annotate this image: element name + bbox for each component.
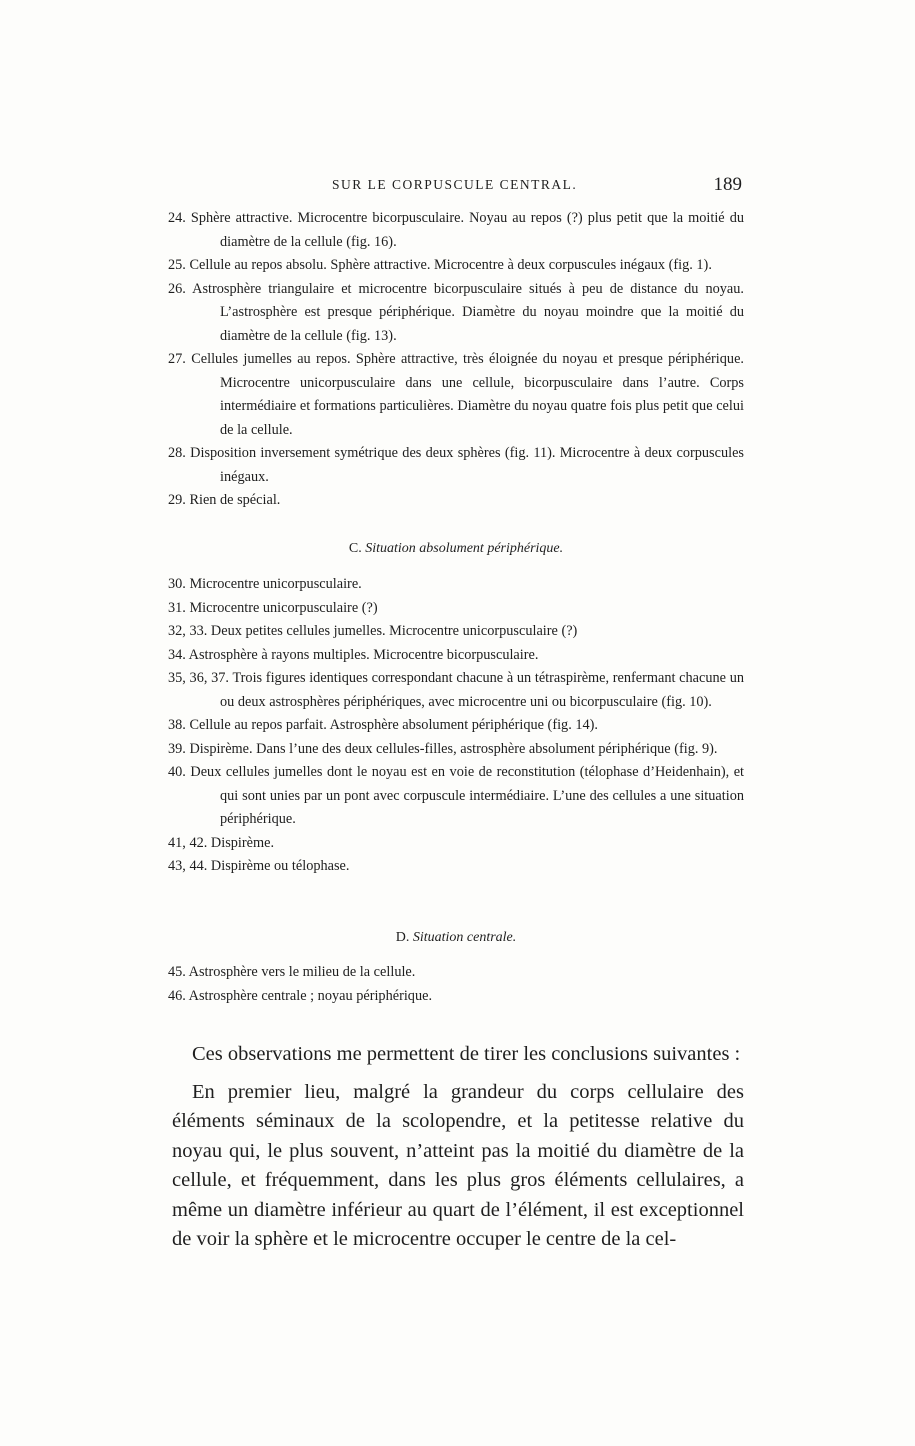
item-number: 38. bbox=[168, 717, 186, 733]
item-number: 24. bbox=[168, 210, 186, 226]
item-text: Microcentre unicorpusculaire (?) bbox=[189, 599, 378, 616]
item-number: 41, 42. bbox=[168, 834, 208, 851]
page-number: 189 bbox=[713, 174, 742, 195]
item-text: Deux cellules jumelles dont le noyau est en voie de reconstitution (télophase d’Heidenhain), et qui sont unies par un pont avec corpuscule intermédiaire. L’une des cellules a une situation périphérique. bbox=[190, 764, 745, 827]
observation-list-c bbox=[168, 573, 744, 879]
body-text bbox=[172, 1040, 744, 1255]
item-text: Cellule au repos absolu. Sphère attractive. Microcentre à deux corpuscules inégaux (fig. 1). bbox=[189, 257, 712, 273]
list-item bbox=[168, 667, 744, 714]
item-text: Dispirème. Dans l’une des deux cellules-filles, astrosphère absolument périphérique (fig. 9). bbox=[189, 740, 718, 757]
section-letter: D. bbox=[395, 930, 410, 945]
item-number: 30. bbox=[168, 576, 186, 592]
paragraph: Ces observations me permettent de tirer les conclusions suivantes : bbox=[192, 1043, 741, 1065]
item-text: Sphère attractive. Microcentre bicorpusculaire. Noyau au repos (?) plus petit que la moitié du diamètre de la cellule (fig. 16). bbox=[190, 210, 744, 250]
observation-list-d bbox=[168, 961, 744, 1008]
list-item bbox=[168, 738, 744, 762]
item-number: 46. bbox=[168, 987, 186, 1004]
list-item bbox=[168, 855, 744, 879]
item-number: 39. bbox=[168, 740, 186, 757]
list-item bbox=[168, 348, 744, 442]
item-text: Disposition inversement symétrique des deux sphères (fig. 11). Microcentre à deux corpuscules inégaux. bbox=[190, 445, 744, 485]
section-heading-c bbox=[168, 541, 744, 557]
item-number: 29. bbox=[168, 492, 186, 508]
list-item bbox=[168, 961, 744, 985]
item-text: Cellule au repos parfait. Astrosphère absolument périphérique (fig. 14). bbox=[189, 717, 598, 733]
list-item bbox=[168, 573, 744, 597]
item-number: 40. bbox=[168, 764, 186, 780]
item-text: Deux petites cellules jumelles. Microcentre unicorpusculaire (?) bbox=[210, 623, 578, 639]
list-item bbox=[168, 597, 744, 621]
running-title: SUR LE CORPUSCULE CENTRAL. bbox=[332, 177, 578, 192]
list-item bbox=[168, 254, 744, 278]
item-text: Astrosphère centrale ; noyau périphérique. bbox=[188, 987, 433, 1004]
list-item bbox=[168, 278, 744, 349]
item-number: 25. bbox=[168, 257, 186, 273]
list-item bbox=[168, 207, 744, 254]
list-item bbox=[168, 620, 744, 644]
item-text: Astrosphère à rayons multiples. Microcentre bicorpusculaire. bbox=[188, 646, 539, 663]
section-heading-d bbox=[168, 930, 744, 946]
item-text: Rien de spécial. bbox=[189, 492, 281, 508]
item-number: 28. bbox=[168, 445, 186, 461]
list-item bbox=[168, 644, 744, 668]
section-letter: C. bbox=[348, 541, 362, 556]
page-header bbox=[168, 174, 744, 198]
observation-list-b bbox=[168, 207, 744, 513]
item-text: Astrosphère triangulaire et microcentre bicorpusculaire situés à peu de distance du noyau. L’astrosphère est presque périphérique. Diamètre du noyau moindre que la moitié du diamètre de la cellule (fig. 13). bbox=[192, 280, 744, 344]
section-title: Situation centrale. bbox=[412, 930, 517, 945]
paragraph: En premier lieu, malgré la grandeur du corps cellulaire des éléments séminaux de la scolopendre, et la petitesse relative du noyau qui, le plus souvent, n’atteint pas la moitié du diamètre de la cellule, et fréquemment, dans les plus gros éléments cellulaires, a même un diamètre inférieur au quart de l’élément, il est exceptionnel de voir la sphère et le microcentre occuper le centre de la cel- bbox=[172, 1080, 744, 1250]
list-item bbox=[168, 489, 744, 513]
item-number: 45. bbox=[168, 964, 186, 980]
item-number: 31. bbox=[168, 599, 186, 616]
list-item bbox=[168, 832, 744, 856]
item-text: Dispirème. bbox=[210, 834, 275, 851]
item-text: Microcentre unicorpusculaire. bbox=[189, 576, 362, 592]
item-number: 27. bbox=[168, 351, 186, 367]
item-text: Dispirème ou télophase. bbox=[210, 858, 350, 874]
item-number: 34. bbox=[168, 646, 186, 663]
item-number: 26. bbox=[168, 280, 186, 297]
item-number: 32, 33. bbox=[168, 623, 208, 639]
item-text: Astrosphère vers le milieu de la cellule. bbox=[188, 964, 416, 980]
item-text: Cellules jumelles au repos. Sphère attractive, très éloignée du noyau et presque périphérique. Microcentre unicorpusculaire dans une cellule, bicorpusculaire dans l’autre. Corps intermédiaire et formations particulières. Diamètre du noyau quatre fois plus petit que celui de la cellule. bbox=[191, 351, 744, 438]
item-number: 43, 44. bbox=[168, 858, 208, 874]
list-item bbox=[168, 761, 744, 832]
section-title: Situation absolument périphérique. bbox=[365, 541, 564, 556]
list-item bbox=[168, 442, 744, 489]
item-number: 35, 36, 37. bbox=[168, 670, 229, 686]
list-item bbox=[168, 985, 744, 1009]
list-item bbox=[168, 714, 744, 738]
item-text: Trois figures identiques correspondant chacune à un tétraspirème, renfermant chacune un ou deux astrosphères périphériques, avec microcentre uni ou bicorpusculaire (fig. 10). bbox=[220, 670, 744, 710]
